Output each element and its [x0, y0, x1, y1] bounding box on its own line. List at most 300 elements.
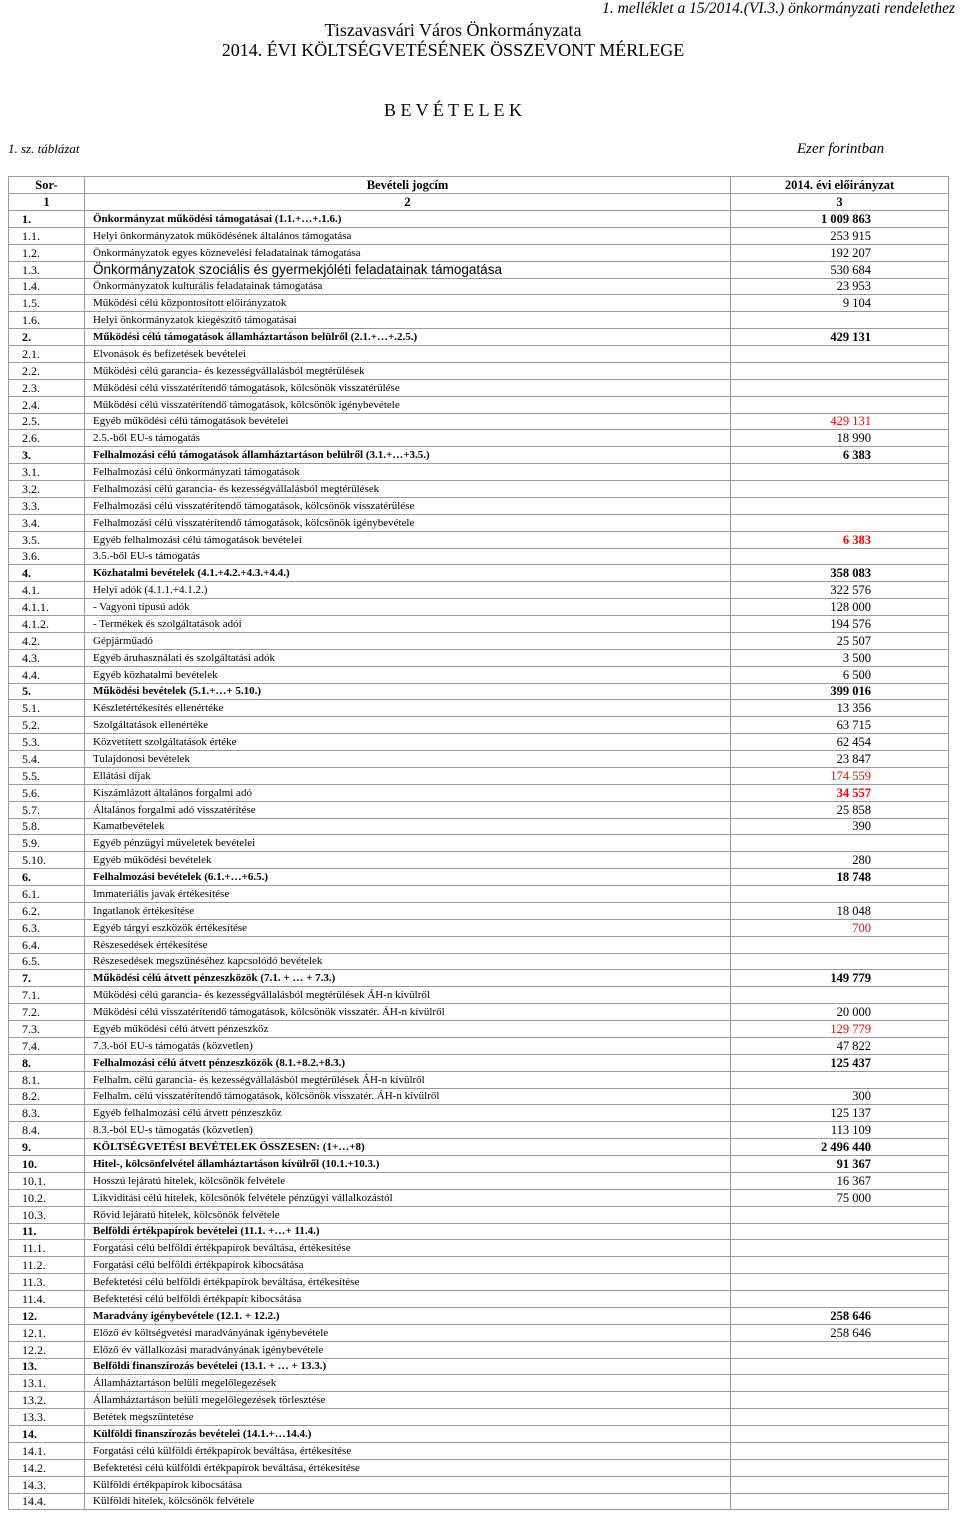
row-value: 13 356 — [731, 700, 949, 717]
row-title: Felhalmozási célú visszatérítendő támogatások, kölcsönök igénybevétele — [85, 514, 731, 531]
row-title: Befektetési célú belföldi értékpapír kibocsátása — [85, 1291, 731, 1308]
table-row — [9, 852, 949, 869]
row-title: Immateriális javak értékesítése — [85, 886, 731, 903]
row-value — [731, 1206, 949, 1223]
row-value — [731, 1291, 949, 1308]
row-number: 10.1. — [9, 1172, 85, 1189]
row-title: Egyéb pénzügyi műveletek bevételei — [85, 835, 731, 852]
row-number: 4.3. — [9, 649, 85, 666]
row-value — [731, 497, 949, 514]
row-value: 358 083 — [731, 565, 949, 582]
row-value — [731, 379, 949, 396]
table-row — [9, 430, 949, 447]
row-value — [731, 1240, 949, 1257]
row-number: 12. — [9, 1307, 85, 1324]
row-value — [731, 481, 949, 498]
row-title: Közhatalmi bevételek (4.1.+4.2.+4.3.+4.4.) — [85, 565, 731, 582]
row-value: 300 — [731, 1088, 949, 1105]
table-row — [9, 244, 949, 261]
column-number-row — [9, 194, 949, 211]
table-row — [9, 413, 949, 430]
table-row — [9, 312, 949, 329]
row-value — [731, 514, 949, 531]
row-number: 6.4. — [9, 936, 85, 953]
row-value: 129 779 — [731, 1021, 949, 1038]
row-number: 8.4. — [9, 1122, 85, 1139]
row-title: Elvonások és befizetések bevételei — [85, 346, 731, 363]
row-title: Önkormányzat működési támogatásai (1.1.+…+.1.6.) — [85, 211, 731, 228]
row-value — [731, 362, 949, 379]
table-row — [9, 599, 949, 616]
row-value: 125 437 — [731, 1054, 949, 1071]
table-row — [9, 1476, 949, 1493]
row-number: 3.6. — [9, 548, 85, 565]
table-row-total — [9, 1426, 949, 1443]
row-title: Működési célú visszatérítendő támogatások, kölcsönök visszatér. ÁH-n kívülről — [85, 1004, 731, 1021]
row-number: 3.4. — [9, 514, 85, 531]
table-row — [9, 396, 949, 413]
table-row — [9, 481, 949, 498]
row-value — [731, 1459, 949, 1476]
row-number: 6.3. — [9, 919, 85, 936]
table-row — [9, 1021, 949, 1038]
row-value: 47 822 — [731, 1037, 949, 1054]
table-row — [9, 751, 949, 768]
row-number: 1. — [9, 211, 85, 228]
row-number: 2.2. — [9, 362, 85, 379]
row-value: 91 367 — [731, 1156, 949, 1173]
row-number: 10. — [9, 1156, 85, 1173]
row-number: 3.5. — [9, 531, 85, 548]
row-value: 390 — [731, 818, 949, 835]
table-row — [9, 919, 949, 936]
row-value — [731, 1223, 949, 1240]
row-title: 3.5.-ből EU-s támogatás — [85, 548, 731, 565]
table-row — [9, 1172, 949, 1189]
table-row — [9, 1088, 949, 1105]
table-row — [9, 1037, 949, 1054]
row-number: 14.1. — [9, 1442, 85, 1459]
row-value: 6 383 — [731, 447, 949, 464]
row-value — [731, 548, 949, 565]
row-number: 13. — [9, 1358, 85, 1375]
row-title: Felhalmozási célú átvett pénzeszközök (8.1.+8.2.+8.3.) — [85, 1054, 731, 1071]
row-number: 6.2. — [9, 902, 85, 919]
row-title: Befektetési célú külföldi értékpapírok beváltása, értékesítése — [85, 1459, 731, 1476]
row-number: 14.2. — [9, 1459, 85, 1476]
row-title: Kamatbevételek — [85, 818, 731, 835]
row-title: Működési célú visszatérítendő támogatások, kölcsönök igénybevétele — [85, 396, 731, 413]
table-row — [9, 700, 949, 717]
table-row — [9, 1071, 949, 1088]
table-row — [9, 649, 949, 666]
row-title: 8.3.-ból EU-s támogatás (közvetlen) — [85, 1122, 731, 1139]
row-value — [731, 1442, 949, 1459]
row-title: Működési célú garancia- és kezességvállalásból megtérülések — [85, 362, 731, 379]
row-number: 7.3. — [9, 1021, 85, 1038]
table-row — [9, 1442, 949, 1459]
row-value: 429 131 — [731, 329, 949, 346]
organization-name: Tiszavasvári Város Önkormányzata — [324, 20, 582, 40]
row-title: Helyi adók (4.1.1.+4.1.2.) — [85, 582, 731, 599]
row-number: 8.1. — [9, 1071, 85, 1088]
row-number: 5.9. — [9, 835, 85, 852]
row-title: Forgatási célú belföldi értékpapírok kibocsátása — [85, 1257, 731, 1274]
row-value: 113 109 — [731, 1122, 949, 1139]
row-title: Felhalmozási bevételek (6.1.+…+6.5.) — [85, 869, 731, 886]
row-title: Gépjárműadó — [85, 632, 731, 649]
row-title: Külföldi hitelek, kölcsönök felvétele — [85, 1493, 731, 1510]
column-number: 2 — [85, 194, 731, 211]
row-number: 14.4. — [9, 1493, 85, 1510]
row-title: Belföldi finanszírozás bevételei (13.1. + … + 13.3.) — [85, 1358, 731, 1375]
row-value: 23 847 — [731, 751, 949, 768]
row-number: 4. — [9, 565, 85, 582]
row-title: Rövid lejáratú hitelek, kölcsönök felvétele — [85, 1206, 731, 1223]
row-title: 2.5.-ből EU-s támogatás — [85, 430, 731, 447]
row-number: 5.1. — [9, 700, 85, 717]
table-row — [9, 886, 949, 903]
table-row — [9, 1324, 949, 1341]
row-title: Önkormányzatok kulturális feladatainak támogatása — [85, 278, 731, 295]
row-number: 4.1. — [9, 582, 85, 599]
row-number: 12.1. — [9, 1324, 85, 1341]
row-number: 2.1. — [9, 346, 85, 363]
table-row-total — [9, 1054, 949, 1071]
row-number: 8. — [9, 1054, 85, 1071]
row-number: 10.3. — [9, 1206, 85, 1223]
row-number: 1.3. — [9, 261, 85, 278]
table-row — [9, 1274, 949, 1291]
row-value: 3 500 — [731, 649, 949, 666]
table-row-total — [9, 1307, 949, 1324]
row-number: 5.3. — [9, 734, 85, 751]
row-value: 258 646 — [731, 1324, 949, 1341]
row-number: 6. — [9, 869, 85, 886]
row-number: 11.2. — [9, 1257, 85, 1274]
row-value — [731, 1071, 949, 1088]
row-value: 6 500 — [731, 666, 949, 683]
row-value: 1 009 863 — [731, 211, 949, 228]
table-row — [9, 379, 949, 396]
table-row — [9, 734, 949, 751]
table-row — [9, 1291, 949, 1308]
row-title: Általános forgalmi adó visszatérítése — [85, 801, 731, 818]
row-value: 700 — [731, 919, 949, 936]
table-row — [9, 666, 949, 683]
row-number: 5.5. — [9, 767, 85, 784]
row-title: Egyéb felhalmozási célú támogatások bevételei — [85, 531, 731, 548]
table-row — [9, 717, 949, 734]
column-header-row-number: Sor- — [9, 177, 85, 194]
table-row — [9, 953, 949, 970]
row-value: 18 748 — [731, 869, 949, 886]
row-title: Tulajdonosi bevételek — [85, 751, 731, 768]
table-row — [9, 582, 949, 599]
row-title: Külföldi finanszírozás bevételei (14.1.+…14.4.) — [85, 1426, 731, 1443]
row-number: 14.3. — [9, 1476, 85, 1493]
row-value — [731, 1409, 949, 1426]
row-title: Egyéb működési célú támogatások bevételei — [85, 413, 731, 430]
row-title: Államháztartáson belüli megelőlegezések törlesztése — [85, 1392, 731, 1409]
column-header-row — [9, 177, 949, 194]
row-value: 128 000 — [731, 599, 949, 616]
row-value: 253 915 — [731, 227, 949, 244]
row-value: 63 715 — [731, 717, 949, 734]
table-row — [9, 767, 949, 784]
row-value: 125 137 — [731, 1105, 949, 1122]
row-title: Működési célú átvett pénzeszközök (7.1. + … + 7.3.) — [85, 970, 731, 987]
row-number: 2. — [9, 329, 85, 346]
row-title: Felhalmozási célú önkormányzati támogatások — [85, 464, 731, 481]
table-row — [9, 1409, 949, 1426]
row-value: 25 858 — [731, 801, 949, 818]
row-title: Ingatlanok értékesítése — [85, 902, 731, 919]
row-value: 75 000 — [731, 1189, 949, 1206]
section-title: B E V É T E L E K — [383, 100, 522, 120]
row-number: 2.3. — [9, 379, 85, 396]
row-title: Működési célú garancia- és kezességvállalásból megtérülések ÁH-n kívülről — [85, 987, 731, 1004]
table-row-total — [9, 1223, 949, 1240]
row-value: 258 646 — [731, 1307, 949, 1324]
row-value — [731, 1476, 949, 1493]
column-header-amount: 2014. évi előirányzat — [731, 177, 949, 194]
table-row-total — [9, 683, 949, 700]
row-value — [731, 1493, 949, 1510]
table-row — [9, 1459, 949, 1476]
row-value: 429 131 — [731, 413, 949, 430]
row-number: 2.5. — [9, 413, 85, 430]
row-value: 530 684 — [731, 261, 949, 278]
row-value: 25 507 — [731, 632, 949, 649]
row-title: Forgatási célú belföldi értékpapírok beváltása, értékesítése — [85, 1240, 731, 1257]
row-title: Felhalmozási célú garancia- és kezességvállalásból megtérülések — [85, 481, 731, 498]
row-value: 399 016 — [731, 683, 949, 700]
row-number: 5.7. — [9, 801, 85, 818]
table-row — [9, 278, 949, 295]
table-row — [9, 346, 949, 363]
row-title: Felhalm. célú visszatérítendő támogatások, kölcsönök visszatér. ÁH-n kívülről — [85, 1088, 731, 1105]
row-number: 1.5. — [9, 295, 85, 312]
row-title: - Termékek és szolgáltatások adói — [85, 616, 731, 633]
row-value — [731, 886, 949, 903]
row-title: Működési célú visszatérítendő támogatások, kölcsönök visszatérülése — [85, 379, 731, 396]
table-row — [9, 1004, 949, 1021]
row-title: Működési célú központosított előirányzatok — [85, 295, 731, 312]
unit-label: Ezer forintban — [797, 141, 885, 157]
table-row-total — [9, 970, 949, 987]
table-row — [9, 936, 949, 953]
row-number: 4.1.1. — [9, 599, 85, 616]
row-title: - Vagyoni típusú adók — [85, 599, 731, 616]
row-title: Működési célú támogatások államháztartáson belülről (2.1.+…+.2.5.) — [85, 329, 731, 346]
row-value: 192 207 — [731, 244, 949, 261]
row-title: Egyéb működési bevételek — [85, 852, 731, 869]
table-row — [9, 227, 949, 244]
row-title: Likviditási célú hitelek, kölcsönök felvétele pénzügyi vállalkozástól — [85, 1189, 731, 1206]
table-head — [9, 177, 949, 211]
row-title: Egyéb áruhasználati és szolgáltatási adók — [85, 649, 731, 666]
table-row — [9, 1105, 949, 1122]
row-number: 8.3. — [9, 1105, 85, 1122]
row-number: 7.2. — [9, 1004, 85, 1021]
row-number: 5. — [9, 683, 85, 700]
row-number: 11.4. — [9, 1291, 85, 1308]
row-number: 4.1.2. — [9, 616, 85, 633]
table-row-total — [9, 869, 949, 886]
table-row — [9, 1341, 949, 1358]
row-value: 280 — [731, 852, 949, 869]
row-title: Működési bevételek (5.1.+…+ 5.10.) — [85, 683, 731, 700]
row-value: 6 383 — [731, 531, 949, 548]
row-number: 1.4. — [9, 278, 85, 295]
row-title: Részesedések értékesítése — [85, 936, 731, 953]
row-value — [731, 1257, 949, 1274]
row-number: 3.1. — [9, 464, 85, 481]
row-title: Befektetési célú belföldi értékpapírok beváltása, értékesítése — [85, 1274, 731, 1291]
row-number: 2.4. — [9, 396, 85, 413]
column-number: 1 — [9, 194, 85, 211]
row-title: Önkormányzatok egyes köznevelési feladatainak támogatása — [85, 244, 731, 261]
table-row-total — [9, 1358, 949, 1375]
row-value — [731, 1358, 949, 1375]
row-number: 5.4. — [9, 751, 85, 768]
table-row — [9, 902, 949, 919]
table-row — [9, 548, 949, 565]
row-value: 322 576 — [731, 582, 949, 599]
row-number: 10.2. — [9, 1189, 85, 1206]
table-row — [9, 295, 949, 312]
row-title: Előző év vállalkozási maradványának igénybevétele — [85, 1341, 731, 1358]
row-value — [731, 936, 949, 953]
row-title: Helyi önkormányzatok kiegészítő támogatásai — [85, 312, 731, 329]
row-number: 3.2. — [9, 481, 85, 498]
table-row — [9, 835, 949, 852]
row-number: 3. — [9, 447, 85, 464]
row-title: Belföldi értékpapírok bevételei (11.1. +…+ 11.4.) — [85, 1223, 731, 1240]
table-row — [9, 1122, 949, 1139]
row-number: 11.3. — [9, 1274, 85, 1291]
row-value — [731, 1426, 949, 1443]
row-title: 7.3.-ból EU-s támogatás (közvetlen) — [85, 1037, 731, 1054]
row-value — [731, 1392, 949, 1409]
row-number: 1.2. — [9, 244, 85, 261]
table-row — [9, 784, 949, 801]
row-number: 7.4. — [9, 1037, 85, 1054]
row-title: Egyéb közhatalmi bevételek — [85, 666, 731, 683]
table-row-total — [9, 1139, 949, 1156]
row-title: Egyéb felhalmozási célú átvett pénzeszköz — [85, 1105, 731, 1122]
row-value — [731, 835, 949, 852]
row-number: 13.1. — [9, 1375, 85, 1392]
row-value: 174 559 — [731, 767, 949, 784]
table-row-total — [9, 565, 949, 582]
table-row — [9, 1240, 949, 1257]
annex-reference: 1. melléklet a 15/2014.(VI.3.) önkormányzati rendelethez — [602, 0, 955, 17]
row-title: Szolgáltatások ellenértéke — [85, 717, 731, 734]
row-value: 18 048 — [731, 902, 949, 919]
table-row — [9, 1189, 949, 1206]
table-row — [9, 261, 949, 278]
table-number: 1. sz. táblázat — [8, 141, 80, 156]
table-row — [9, 1206, 949, 1223]
row-title: Közvetített szolgáltatások értéke — [85, 734, 731, 751]
row-number: 13.2. — [9, 1392, 85, 1409]
row-number: 8.2. — [9, 1088, 85, 1105]
row-number: 3.3. — [9, 497, 85, 514]
table-row — [9, 987, 949, 1004]
row-value: 9 104 — [731, 295, 949, 312]
table-row — [9, 464, 949, 481]
row-value: 2 496 440 — [731, 1139, 949, 1156]
row-number: 7. — [9, 970, 85, 987]
row-title: Államháztartáson belüli megelőlegezések — [85, 1375, 731, 1392]
row-number: 9. — [9, 1139, 85, 1156]
row-number: 11. — [9, 1223, 85, 1240]
row-title: Egyéb működési célú átvett pénzeszköz — [85, 1021, 731, 1038]
row-value: 16 367 — [731, 1172, 949, 1189]
row-number: 11.1. — [9, 1240, 85, 1257]
table-body — [9, 211, 949, 1510]
row-number: 5.6. — [9, 784, 85, 801]
row-number: 4.2. — [9, 632, 85, 649]
row-number: 1.1. — [9, 227, 85, 244]
row-title: Kiszámlázott általános forgalmi adó — [85, 784, 731, 801]
row-number: 5.8. — [9, 818, 85, 835]
table-row-total — [9, 1156, 949, 1173]
row-title: Önkormányzatok szociális és gyermekjóléti feladatainak támogatása — [85, 261, 731, 278]
row-value — [731, 464, 949, 481]
row-title: Készletértékesítés ellenértéke — [85, 700, 731, 717]
row-value: 23 953 — [731, 278, 949, 295]
table-row-total — [9, 211, 949, 228]
row-title: Részesedések megszűnéséhez kapcsolódó bevételek — [85, 953, 731, 970]
table-row — [9, 818, 949, 835]
row-title: Felhalmozási célú támogatások államháztartáson belülről (3.1.+…+3.5.) — [85, 447, 731, 464]
table-row — [9, 1375, 949, 1392]
row-value — [731, 346, 949, 363]
column-number: 3 — [731, 194, 949, 211]
table-row — [9, 1392, 949, 1409]
row-number: 12.2. — [9, 1341, 85, 1358]
row-value — [731, 312, 949, 329]
table-row-total — [9, 447, 949, 464]
row-title: Maradvány igénybevétele (12.1. + 12.2.) — [85, 1307, 731, 1324]
row-title: Betétek megszüntetése — [85, 1409, 731, 1426]
row-value: 20 000 — [731, 1004, 949, 1021]
row-number: 6.5. — [9, 953, 85, 970]
table-row — [9, 514, 949, 531]
row-title: Felhalmozási célú visszatérítendő támogatások, kölcsönök visszatérülése — [85, 497, 731, 514]
column-header-title: Bevételi jogcím — [85, 177, 731, 194]
table-row — [9, 1493, 949, 1510]
row-title: Felhalm. célú garancia- és kezességvállalásból megtérülések ÁH-n kívülről — [85, 1071, 731, 1088]
row-value — [731, 1274, 949, 1291]
row-number: 5.10. — [9, 852, 85, 869]
row-number: 7.1. — [9, 987, 85, 1004]
row-title: Előző év költségvetési maradványának igénybevétele — [85, 1324, 731, 1341]
row-number: 14. — [9, 1426, 85, 1443]
row-value — [731, 396, 949, 413]
table-row — [9, 1257, 949, 1274]
row-title: KÖLTSÉGVETÉSI BEVÉTELEK ÖSSZESEN: (1+…+8) — [85, 1139, 731, 1156]
row-number: 13.3. — [9, 1409, 85, 1426]
row-number: 5.2. — [9, 717, 85, 734]
budget-table — [8, 176, 949, 1510]
row-number: 2.6. — [9, 430, 85, 447]
row-number: 1.6. — [9, 312, 85, 329]
table-row — [9, 632, 949, 649]
